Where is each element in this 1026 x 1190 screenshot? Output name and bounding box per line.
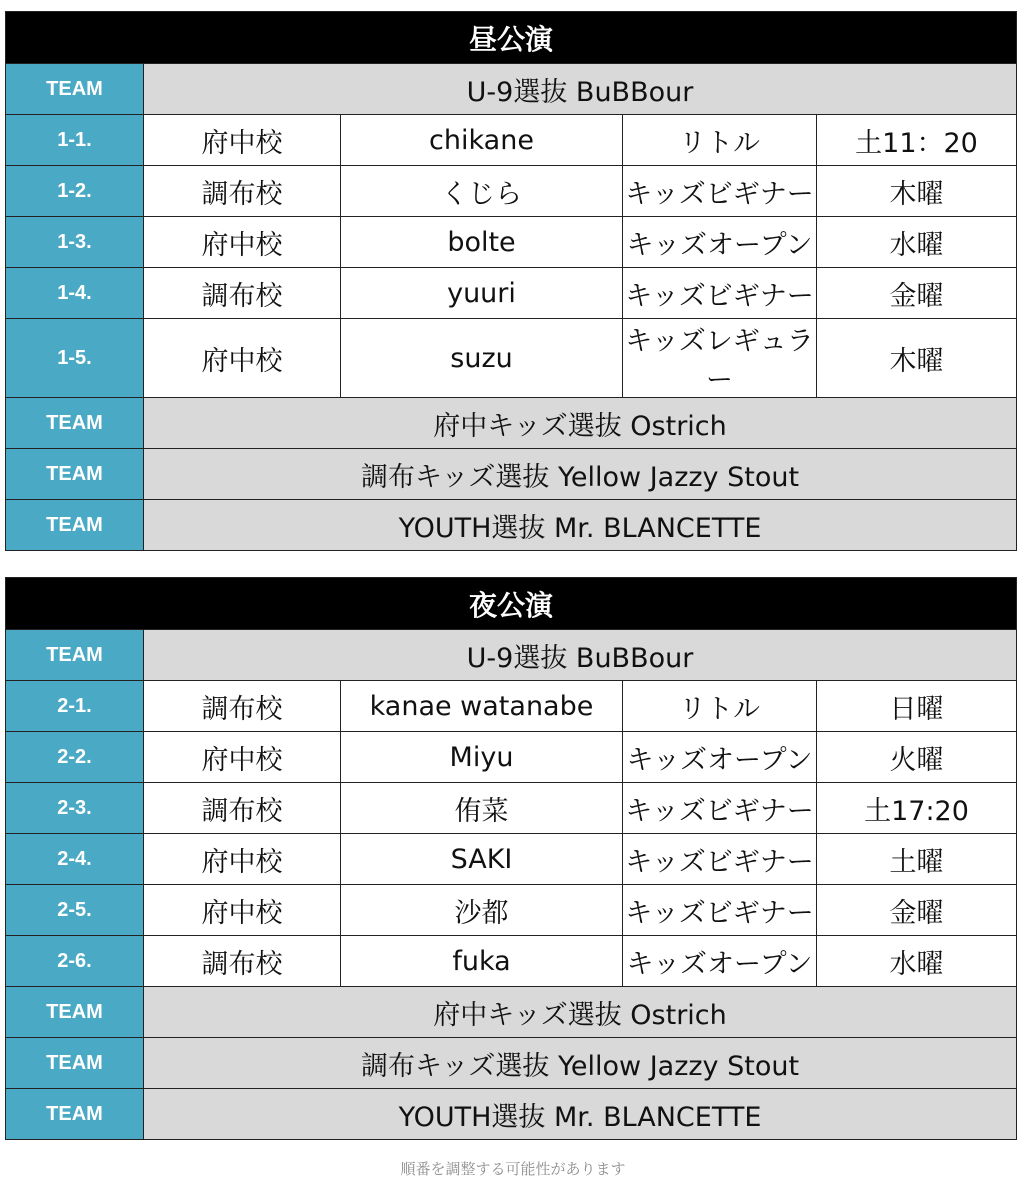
- team-row: [6, 987, 1017, 1038]
- performer-name: fuka: [341, 936, 623, 987]
- performer-row: [6, 834, 1017, 885]
- school-cell: 府中校: [144, 885, 341, 936]
- class-cell: キッズビギナー: [623, 783, 817, 834]
- performer-row: [6, 115, 1017, 166]
- row-label: TEAM: [6, 449, 144, 500]
- row-label: TEAM: [6, 1038, 144, 1089]
- class-cell: リトル: [623, 115, 817, 166]
- performer-row: [6, 166, 1017, 217]
- class-cell: キッズビギナー: [623, 885, 817, 936]
- team-row: [6, 500, 1017, 551]
- team-name: U-9選抜 BuBBour: [144, 630, 1017, 681]
- class-cell: リトル: [623, 681, 817, 732]
- school-cell: 調布校: [144, 681, 341, 732]
- day-cell: 土11：20: [817, 115, 1017, 166]
- row-label: TEAM: [6, 630, 144, 681]
- row-label: 2-6.: [6, 936, 144, 987]
- school-cell: 府中校: [144, 217, 341, 268]
- section-title: 夜公演: [6, 578, 1017, 630]
- row-label: 1-3.: [6, 217, 144, 268]
- team-row: [6, 1089, 1017, 1140]
- performer-name: suzu: [341, 319, 623, 398]
- row-label: 1-1.: [6, 115, 144, 166]
- row-label: TEAM: [6, 987, 144, 1038]
- day-cell: 水曜: [817, 217, 1017, 268]
- day-cell: 木曜: [817, 166, 1017, 217]
- team-row: [6, 449, 1017, 500]
- team-name: 府中キッズ選抜 Ostrich: [144, 987, 1017, 1038]
- row-label: TEAM: [6, 500, 144, 551]
- row-label: 2-1.: [6, 681, 144, 732]
- day-cell: 火曜: [817, 732, 1017, 783]
- day-cell: 土曜: [817, 834, 1017, 885]
- row-label: TEAM: [6, 1089, 144, 1140]
- class-cell: キッズビギナー: [623, 268, 817, 319]
- school-cell: 調布校: [144, 268, 341, 319]
- section-title-row: [6, 12, 1017, 64]
- school-cell: 調布校: [144, 166, 341, 217]
- performer-row: [6, 217, 1017, 268]
- team-name: YOUTH選抜 Mr. BLANCETTE: [144, 1089, 1017, 1140]
- school-cell: 府中校: [144, 732, 341, 783]
- performer-name: bolte: [341, 217, 623, 268]
- class-cell: キッズビギナー: [623, 834, 817, 885]
- school-cell: 調布校: [144, 783, 341, 834]
- performer-name: SAKI: [341, 834, 623, 885]
- performer-name: くじら: [341, 166, 623, 217]
- section-title-row: [6, 578, 1017, 630]
- school-cell: 府中校: [144, 834, 341, 885]
- team-name: 府中キッズ選抜 Ostrich: [144, 398, 1017, 449]
- night-performance-table: [5, 577, 1017, 1140]
- day-cell: 水曜: [817, 936, 1017, 987]
- performer-row: [6, 268, 1017, 319]
- performer-row: [6, 732, 1017, 783]
- day-performance-table: [5, 11, 1017, 551]
- class-cell: キッズオープン: [623, 936, 817, 987]
- performer-row: [6, 319, 1017, 398]
- team-name: 調布キッズ選抜 Yellow Jazzy Stout: [144, 1038, 1017, 1089]
- class-cell: キッズオープン: [623, 217, 817, 268]
- performer-name: 沙都: [341, 885, 623, 936]
- team-row: [6, 630, 1017, 681]
- row-label: 1-2.: [6, 166, 144, 217]
- performer-name: chikane: [341, 115, 623, 166]
- class-cell: キッズオープン: [623, 732, 817, 783]
- day-cell: 日曜: [817, 681, 1017, 732]
- team-row: [6, 1038, 1017, 1089]
- school-cell: 調布校: [144, 936, 341, 987]
- day-cell: 木曜: [817, 319, 1017, 398]
- class-cell: キッズビギナー: [623, 166, 817, 217]
- performer-row: [6, 783, 1017, 834]
- performer-name: kanae watanabe: [341, 681, 623, 732]
- team-row: [6, 398, 1017, 449]
- day-cell: 土17:20: [817, 783, 1017, 834]
- performer-name: yuuri: [341, 268, 623, 319]
- row-label: 2-4.: [6, 834, 144, 885]
- day-cell: 金曜: [817, 268, 1017, 319]
- row-label: 1-5.: [6, 319, 144, 398]
- team-name: 調布キッズ選抜 Yellow Jazzy Stout: [144, 449, 1017, 500]
- performer-row: [6, 885, 1017, 936]
- day-cell: 金曜: [817, 885, 1017, 936]
- footnote: 順番を調整する可能性があります: [400, 1160, 626, 1178]
- class-cell: キッズレギュラー: [623, 319, 817, 398]
- row-label: 2-2.: [6, 732, 144, 783]
- row-label: 2-5.: [6, 885, 144, 936]
- performer-name: Miyu: [341, 732, 623, 783]
- team-row: [6, 64, 1017, 115]
- row-label: TEAM: [6, 64, 144, 115]
- team-name: U-9選抜 BuBBour: [144, 64, 1017, 115]
- row-label: 1-4.: [6, 268, 144, 319]
- performer-row: [6, 936, 1017, 987]
- row-label: 2-3.: [6, 783, 144, 834]
- performer-name: 侑菜: [341, 783, 623, 834]
- row-label: TEAM: [6, 398, 144, 449]
- section-title: 昼公演: [6, 12, 1017, 64]
- performer-row: [6, 681, 1017, 732]
- school-cell: 府中校: [144, 115, 341, 166]
- school-cell: 府中校: [144, 319, 341, 398]
- team-name: YOUTH選抜 Mr. BLANCETTE: [144, 500, 1017, 551]
